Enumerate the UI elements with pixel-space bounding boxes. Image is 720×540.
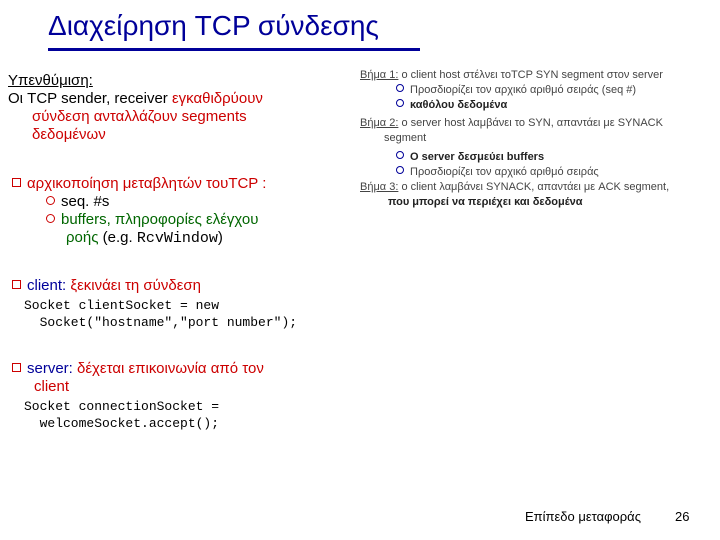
step1-sub2-text: καθόλου δεδομένα bbox=[410, 99, 508, 111]
step1 bbox=[360, 68, 715, 83]
init-sub1 bbox=[12, 193, 357, 211]
circle-bullet-icon bbox=[396, 84, 404, 92]
step1-label: Βήμα 1: bbox=[360, 69, 399, 81]
client-label-red: ξεκινάει τη σύνδεση bbox=[70, 277, 201, 294]
init-sub2b-rest: (e.g. bbox=[98, 229, 137, 246]
init-sub2-text: buffers, πληροφορίες ελέγχου bbox=[61, 211, 259, 228]
reminder-heading: Υπενθύμιση: bbox=[8, 72, 93, 89]
step2-label: Βήμα 2: bbox=[360, 117, 399, 129]
client-code1: Socket clientSocket = new bbox=[24, 298, 220, 313]
step1-sub1-text: Προσδιορίζει τον αρχικό αριθμό σειράς (seq #) bbox=[410, 84, 637, 96]
reminder-line2: σύνδεση ανταλλάζουν segments bbox=[32, 108, 247, 125]
step3 bbox=[360, 180, 715, 195]
client-label-blue: client: bbox=[27, 277, 71, 294]
step3-text2: που μπορεί να περιέχει και δεδομένα bbox=[388, 196, 583, 208]
page-title: Διαχείρηση TCP σύνδεσης bbox=[48, 10, 379, 41]
step2-sub1-text: O server δεσμεύει buffers bbox=[410, 151, 545, 163]
circle-bullet-icon bbox=[396, 99, 404, 107]
client-block bbox=[12, 277, 362, 331]
circle-bullet-icon bbox=[396, 151, 404, 159]
reminder-line1-prefix: Οι TCP sender, receiver bbox=[8, 90, 172, 107]
init-sub2b-end: ) bbox=[217, 229, 223, 246]
step3-text: o client λαμβάνει SYNACK, απαντάει με ACK segment, bbox=[398, 181, 670, 193]
reminder-line3: δεδομένων bbox=[32, 126, 106, 143]
step1-sub1 bbox=[360, 83, 715, 98]
circle-bullet-icon bbox=[46, 214, 55, 223]
init-sub2b-green: ροής bbox=[66, 229, 99, 246]
server-code2: welcomeSocket.accept(); bbox=[24, 416, 220, 431]
step2 bbox=[360, 116, 715, 131]
circle-bullet-icon bbox=[396, 166, 404, 174]
reminder-block bbox=[8, 72, 353, 144]
title-underline bbox=[48, 48, 420, 51]
step2-sub2 bbox=[360, 165, 715, 180]
init-sub2-cont bbox=[12, 229, 357, 248]
square-bullet-icon bbox=[12, 178, 21, 187]
client-code bbox=[24, 297, 362, 331]
init-bullet bbox=[12, 175, 357, 193]
circle-bullet-icon bbox=[46, 196, 55, 205]
server-bullet bbox=[12, 360, 362, 378]
step2-sub1 bbox=[360, 150, 715, 165]
init-label: αρχικοποίηση μεταβλητών τουTCP : bbox=[27, 175, 267, 192]
init-sub2 bbox=[12, 211, 357, 229]
server-code bbox=[24, 398, 362, 432]
init-sub1-text: seq. #s bbox=[61, 193, 110, 210]
server-block bbox=[12, 360, 362, 432]
server-label-red: δέχεται επικοινωνία από τον bbox=[77, 360, 264, 377]
step1-text: o client host στέλνει τοTCP SYN segment στον server bbox=[398, 69, 663, 81]
square-bullet-icon bbox=[12, 363, 21, 372]
init-sub2b-mono: RcvWindow bbox=[136, 230, 218, 247]
square-bullet-icon bbox=[12, 280, 21, 289]
step2-sub2-text: Προσδιορίζει τον αρχικό αριθμό σειράς bbox=[410, 166, 599, 178]
client-code2: Socket("hostname","port number"); bbox=[24, 315, 298, 330]
page-number: 26 bbox=[675, 509, 690, 524]
server-label-blue: server: bbox=[27, 360, 78, 377]
client-bullet bbox=[12, 277, 362, 295]
step2-text2: segment bbox=[384, 132, 427, 144]
reminder-line1 bbox=[8, 90, 353, 108]
step3-label: Βήμα 3: bbox=[360, 181, 399, 193]
step1-sub2 bbox=[360, 98, 715, 113]
reminder-line1-red: εγκαθιδρύουν bbox=[171, 90, 263, 107]
server-label-red2: client bbox=[34, 378, 70, 395]
footer-section: Επίπεδο μεταφοράς bbox=[525, 509, 641, 524]
server-code1: Socket connectionSocket = bbox=[24, 399, 220, 414]
step2-text: o server host λαμβάνει το SYN, απαντάει με SYNACK bbox=[398, 117, 663, 129]
steps-block bbox=[360, 68, 715, 210]
init-block bbox=[12, 175, 357, 248]
